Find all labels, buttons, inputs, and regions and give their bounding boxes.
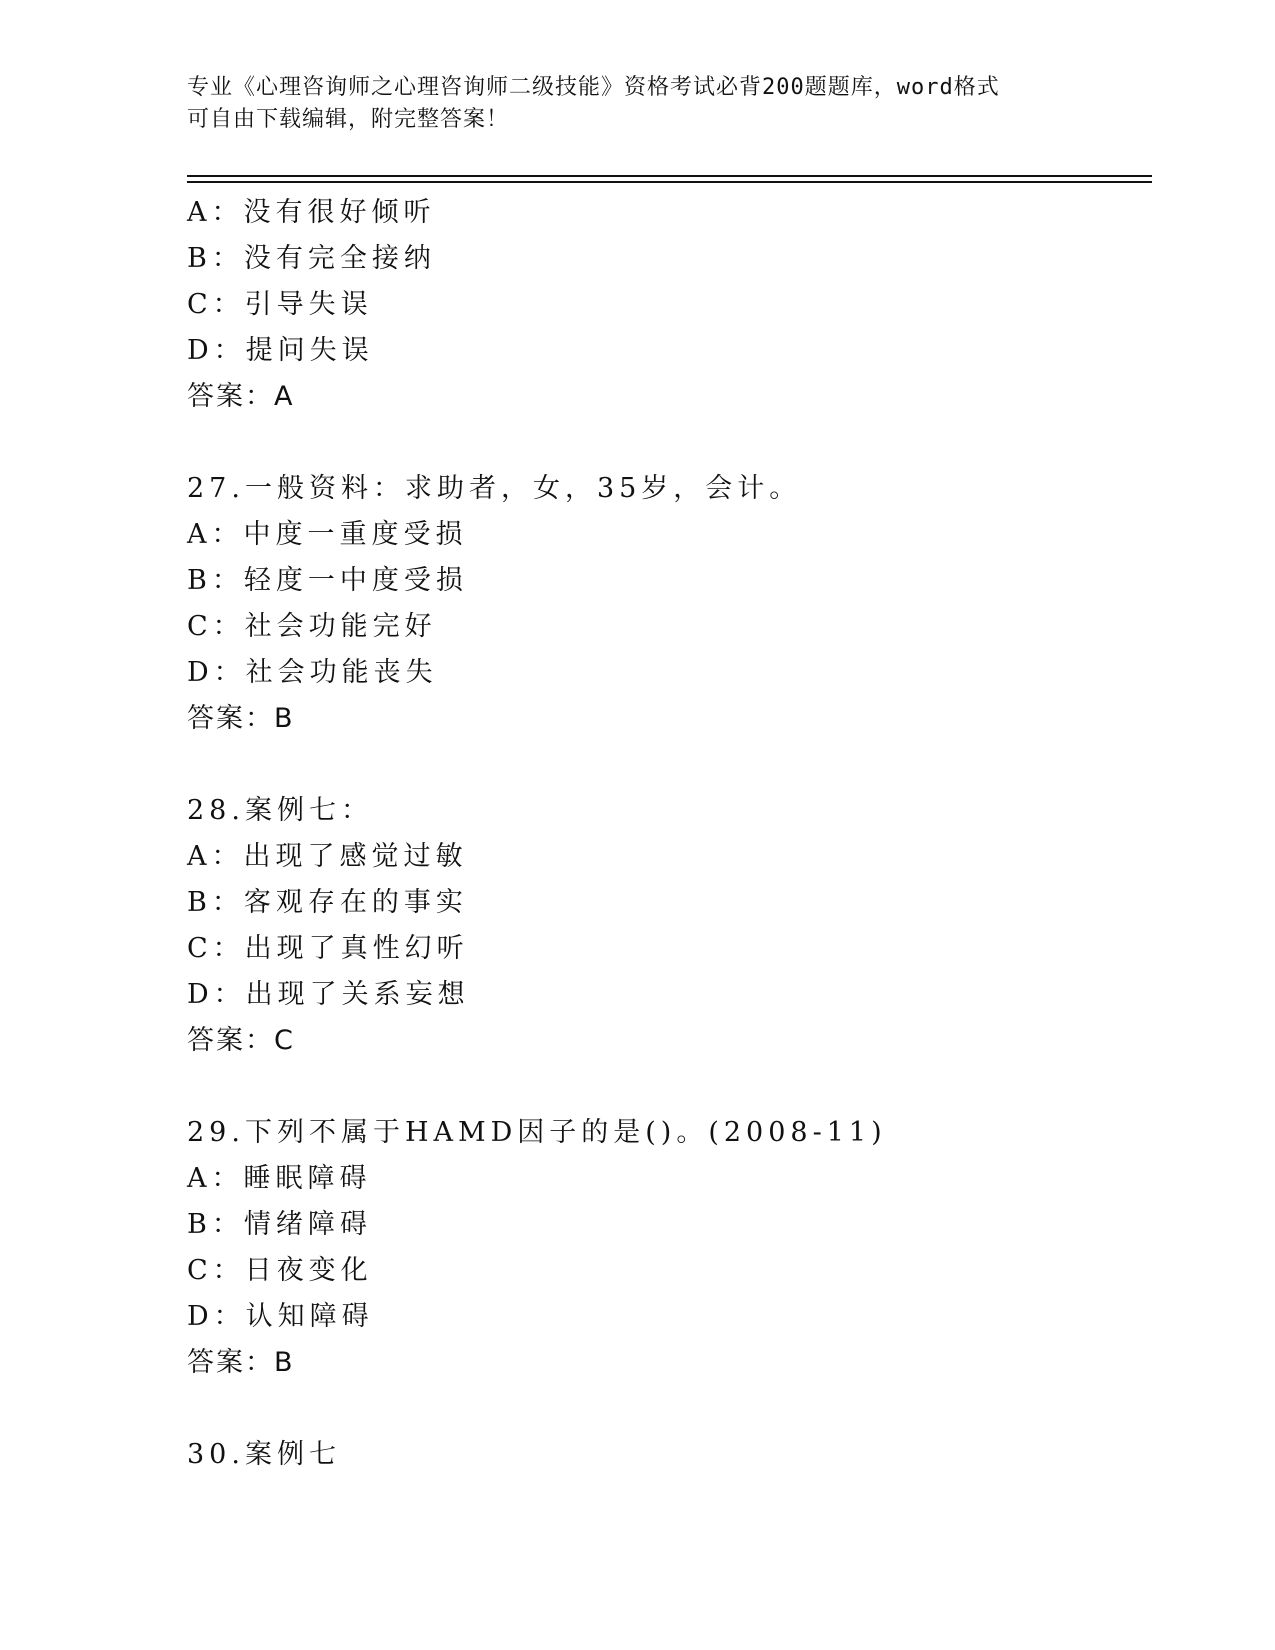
- question-list: [187, 190, 1147, 1478]
- question-27: [187, 466, 1147, 742]
- answer: 答案：B: [187, 1347, 295, 1378]
- option-d: D：认知障碍: [187, 1301, 374, 1332]
- question-title: 29.下列不属于HAMD因子的是()。(2008-11): [187, 1117, 887, 1148]
- option-d: D：出现了关系妄想: [187, 979, 470, 1010]
- answer: 答案：A: [187, 381, 295, 412]
- header-divider-top: [187, 175, 1152, 177]
- question-title: 27.一般资料：求助者，女，35岁，会计。: [187, 473, 802, 504]
- document-header: [187, 72, 1087, 136]
- carryover-question: [187, 190, 1147, 420]
- spacer: [187, 1064, 1147, 1110]
- option-d: D：社会功能丧失: [187, 657, 438, 688]
- header-line-1: 专业《心理咨询师之心理咨询师二级技能》资格考试必背200题题库，word格式: [187, 75, 1000, 100]
- option-c: C：日夜变化: [187, 1255, 373, 1286]
- option-b: B：客观存在的事实: [187, 887, 468, 918]
- question-29: [187, 1110, 1147, 1386]
- option-a: A：没有很好倾听: [187, 197, 436, 228]
- option-a: A：出现了感觉过敏: [187, 841, 468, 872]
- option-a: A：中度一重度受损: [187, 519, 468, 550]
- option-b: B：情绪障碍: [187, 1209, 372, 1240]
- question-title: 28.案例七：: [187, 795, 373, 826]
- question-28: [187, 788, 1147, 1064]
- option-c: C：引导失误: [187, 289, 373, 320]
- question-title: 30.案例七: [187, 1439, 341, 1470]
- header-divider-bottom: [187, 181, 1152, 183]
- spacer: [187, 420, 1147, 466]
- option-a: A：睡眠障碍: [187, 1163, 372, 1194]
- answer: 答案：B: [187, 703, 295, 734]
- answer: 答案：C: [187, 1025, 295, 1056]
- header-line-2: 可自由下载编辑，附完整答案！: [187, 107, 510, 132]
- option-c: C：社会功能完好: [187, 611, 437, 642]
- option-c: C：出现了真性幻听: [187, 933, 469, 964]
- option-b: B：没有完全接纳: [187, 243, 436, 274]
- spacer: [187, 742, 1147, 788]
- spacer: [187, 1386, 1147, 1432]
- option-d: D：提问失误: [187, 335, 374, 366]
- option-b: B：轻度一中度受损: [187, 565, 468, 596]
- question-30: [187, 1432, 1147, 1478]
